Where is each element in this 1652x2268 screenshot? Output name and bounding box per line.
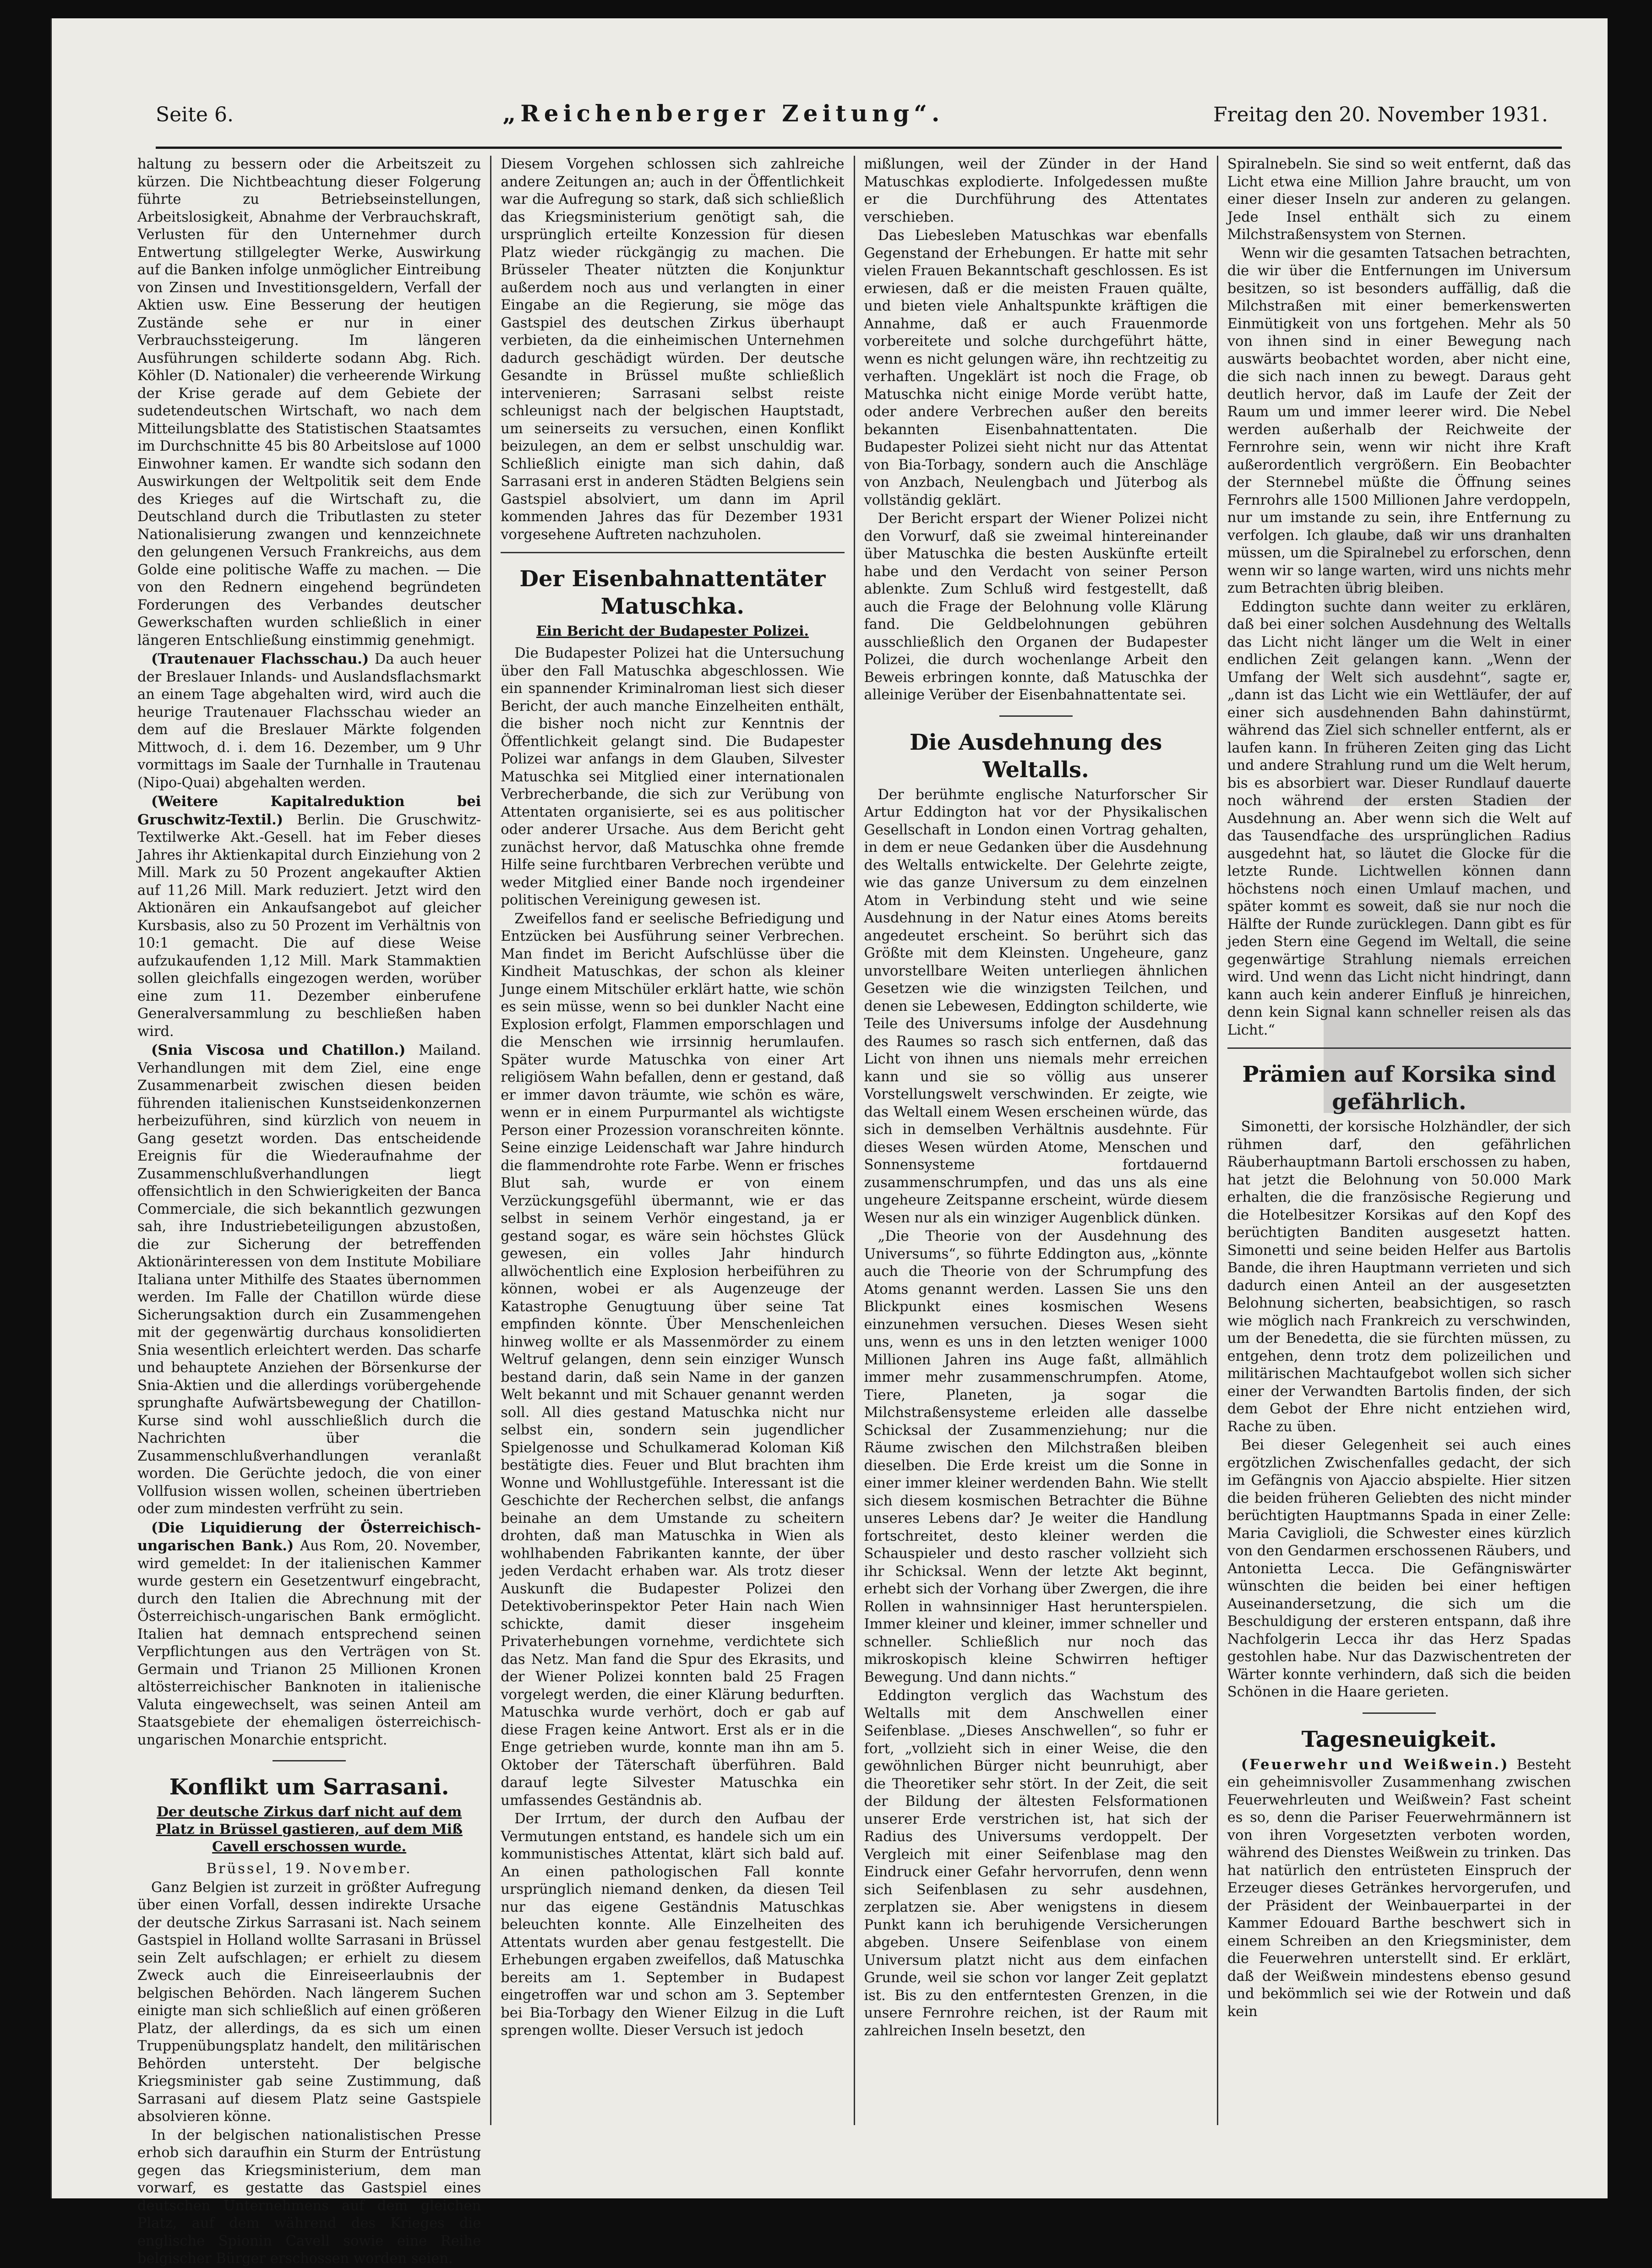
news-item-heading: (Snia Viscosa und Chatillon.) <box>151 1042 406 1058</box>
news-item-text: Da auch heuer der Breslauer Inlands- und Auslandsflachsmarkt an einem Tage abgehalten wird, wird auch die heurige Trautenauer Flachsschau wieder an dem auf die Breslauer Märkte folgenden Mittwoch, d. i. dem 16. Dezember, um 9 Uhr vormittags im Saale der Turnhalle in Trautenau (Nipo-Quai) abgehalten werden. <box>137 651 481 791</box>
article-text: Der berühmte englische Naturforscher Sir Artur Eddington hat vor der Physikalischen Gesellschaft in London einen Vortrag gehalten, in dem er neue Gedanken über die Ausdehnung des Weltalls entwickelte. Der Gelehrte zeigte, wie das ganze Universum zu dem einzelnen Atom in Verbindung steht und wie seine Ausdehnung in der Natur eines Atoms bereits angedeutet erscheint. So berührt sich das Größte mit dem Kleinsten. Ungeheure, ganz unvorstellbare Weiten unterliegen ähnlichen Gesetzen wie die winzigsten Teilchen, und denen sie Lebewesen, Eddington schilderte, wie Teile des Universums infolge der Ausdehnung des Raumes so rasch sich entfernen, daß das Licht von ihnen uns niemals mehr erreichen kann und sie so völlig aus unserer Vorstellungswelt verschwinden. Er zeigte, wie das Weltall einem Wesen erscheinen würde, das sich in demselben Verhältnis ausdehnte. Für dieses Wesen würden Atome, Menschen und Sonnensysteme fortdauernd zusammenschrumpfen, und das uns als eine ungeheure Zeitspanne erscheint, würde diesem Wesen nur als ein winziger Augenblick dünken. <box>864 786 1208 1226</box>
article-text: mißlungen, weil der Zünder in der Hand Matuschkas explodierte. Infolgedessen mußte er die Durchführung des Attentates verschieben. <box>864 156 1208 225</box>
news-item <box>137 793 481 1041</box>
pencil-mark <box>1324 531 1571 806</box>
article-text: Der Bericht erspart der Wiener Polizei nicht den Vorwurf, daß sie zweimal hintereinander über Matuschka die besten Auskünfte erteilt habe und den Verdacht von seiner Person ablenkte. Zum Schluß wird festgestellt, daß auch die Frage der Belohnung volle Klärung fand. Die Geldbelohnungen gebühren ausschließlich den Organen der Budapester Polizei, die durch wochenlange Arbeit den Beweis erbringen konnte, daß Matuschka der alleinige Verüber der Eisenbahnattentate sei. <box>864 511 1208 703</box>
news-item <box>137 650 481 792</box>
article-text: Der Irrtum, der durch den Aufbau der Vermutungen entstand, es handele sich um ein kommunistisches Attentat, klärt sich bald auf. An einen pathologischen Fall konnte ursprünglich niemand denken, da diesen Teil nur das eigene Geständnis Matuschkas beleuchten konnte. Alle Einzelheiten des Attentats wurden aber genau festgestellt. Die Erhebungen ergaben zweifellos, daß Matuschka bereits am 1. September in Budapest eingetroffen war und schon am 3. September bei Bia-Torbagy den Wiener Eilzug in die Luft sprengen wollte. Dieser Versuch ist jedoch <box>501 1811 845 2039</box>
news-item-text: Berlin. Die Gruschwitz-Textilwerke Akt.-Gesell. hat im Feber dieses Jahres ihr Aktienkapital durch Einziehung von 2 Mill. Mark zu 50 Prozent angekaufter Aktien auf 11,26 Mill. Mark reduziert. Jetzt wird den Aktionären ein Ankaufsangebot auf gleicher Kursbasis, also zu 50 Prozent im Verhältnis von 10:1 gemacht. Die auf diese Weise aufzukaufenden 1,12 Mill. Mark Stammaktien sollen gleichfalls eingezogen werden, worüber eine zum 11. Dezember einberufene Generalversammlung zu beschließen haben wird. <box>137 812 481 1040</box>
news-item-text: Mailand. Verhandlungen mit dem Ziel, eine enge Zusammenarbeit zwischen diesen beiden führenden italienischen Kunstseidenkonzernen herbeizuführen, sind kürzlich von neuem in Gang gesetzt worden. Das entscheidende Ereignis für die Wiederaufnahme der Zusammenschlußverhandlungen liegt offensichtlich in den Schwierigkeiten der Banca Commerciale, die sich bekanntlich gezwungen sah, ihre Industriebeteiligungen abzustoßen, die zur Sicherung der betreffenden Aktionärinteressen von dem Institute Mobiliare Italiana unter Mithilfe des Staates übernommen werden. Im Falle der Chatillon würde diese Sicherungsaktion durch ein Zusammengehen mit der gegenwärtig durchaus konsolidierten Snia wesentlich erleichtert werden. Das scharfe und behauptete Anziehen der Börsenkurse der Snia-Aktien und die allerdings vorübergehende sprunghafte Aufwärtsbewegung der Chatillon-Kurse sind wohl ausschließlich durch die Nachrichten über die Zusammenschlußverhandlungen veranlaßt worden. Die Gerüchte jedoch, die von einer Vollfusion wissen wollen, scheinen übertrieben oder zum mindesten verfrüht zu sein. <box>137 1042 481 1517</box>
article-text: In der belgischen nationalistischen Presse erhob sich daraufhin ein Sturm der Entrüstung gegen das Kriegsministerium, dem man vorwarf, es gestatte das Gastspiel eines deutschen Unternehmens auf dem gleichen Platz, auf dem während des Krieges die englische Spionin Cavell sowie eine Reihe belgischer Bürger erschossen worden seien. <box>137 2127 481 2267</box>
separator <box>999 715 1073 717</box>
article-headline: Konflikt um Sarrasani. <box>169 1774 449 1800</box>
news-item <box>137 1519 481 1750</box>
article-columns <box>128 156 1580 2267</box>
separator <box>1363 1712 1436 1714</box>
article-text: „Die Theorie von der Ausdehnung des Universums“, so führte Eddington aus, „könnte auch die Theorie von der Schrumpfung des Atoms genannt werden. Lassen Sie uns den Blickpunkt eines kosmischen Wesens einzunehmen versuchen. Dieses Wesen sieht uns, wenn es uns in den letzten weniger 1000 Millionen Jahren ins Auge faßt, allmählich immer mehr zusammenschrumpfen. Atome, Tiere, Planeten, ja sogar die Milchstraßensysteme erleiden alle dasselbe Schicksal der Zusammenziehung; nur die Räume zwischen den Milchstraßen bleiben dieselben. Die Erde kreist um die Sonne in einer immer kleiner werdenden Bahn. Wie stellt sich diesem kosmischen Betrachter die Bühne unseres Lebens dar? Je weiter die Handlung fortschreitet, desto kleiner werden die Schauspieler und desto rascher vollzieht sich ihr Schicksal. Wenn der letzte Akt beginnt, erhebt sich der Vorhang über Zwergen, die ihre Rollen in wahnsinniger Hast herunterspielen. Immer kleiner und kleiner, immer schneller und schneller. Schließlich nur noch das mikroskopisch kleine Schwirren heftiger Bewegung. Und dann nichts.“ <box>864 1228 1208 1685</box>
article-text: Eddington suchte dann weiter zu erklären, daß bei einer solchen Ausdehnung des Weltalls das Licht nicht länger um die Welt in einer endlichen Zeit gelangen kann. „Wenn der Umfang der Welt sich ausdehnt“, sagte er, „dann ist das Licht wie ein Wettläufer, der auf einer sich ausdehnenden Bahn dahinstürmt, während das Ziel sich schneller entfernt, als er laufen kann. In früheren Zeiten ging das Licht und andere Strahlung rund um die Welt herum, bis es absorbiert war. Dieser Rundlauf dauerte noch während der ersten Stadien der Ausdehnung an. Aber wenn sich die Welt auf das Tausendfache des ursprünglichen Radius ausgedehnt hat, so läutet die Glocke für die letzte Runde. Lichtwellen können dann höchstens noch einen Umlauf machen, und später kommt es soweit, daß sie nur noch die Hälfte der Runde zurücklegen. Dann gibt es für jeden Stern eine Gegend im Weltall, die seine gegenwärtige Strahlung niemals erreichen wird. Und wenn das Licht nicht hindringt, dann kann auch kein anderer Einfluß je hinreichen, denn kein Signal kann schneller reisen als das Licht.“ <box>1227 599 1571 1038</box>
article-subheadline: Ein Bericht der Budapester Polizei. <box>536 623 809 639</box>
column-4 <box>1217 156 1580 2125</box>
news-item-heading: (Feuerwehr und Weißwein.) <box>1241 1756 1510 1773</box>
news-item-heading: (Die Liquidierung der Österreichisch-ungarischen Bank.) <box>137 1519 481 1554</box>
newspaper-page <box>50 18 1608 2267</box>
news-item-text: Aus Rom, 20. November, wird gemeldet: In der italienischen Kammer wurde gestern ein Gesetzentwurf eingebracht, durch den Italien die Abrechnung mit der Österreichisch-ungarischen Bank ermöglicht. Italien hat demnach entsprechend seinen Verpflichtungen aus den Verträgen von St. Germain und Trianon 25 Millionen Kronen altösterreichischer Banknoten in italienische Valuta eingewechselt, was seinen Anteil am Staatsgebiete der ehemaligen österreichisch-ungarischen Monarchie entspricht. <box>137 1538 481 1748</box>
page-edge <box>50 18 52 2198</box>
article-text: Die Budapester Polizei hat die Untersuchung über den Fall Matuschka abgeschlossen. Wie ein spannender Kriminalroman liest sich dieser Bericht, der auch manche Einzelheiten enthält, die bisher noch nicht zur Kenntnis der Öffentlichkeit gelangt sind. Die Budapester Polizei war anfangs in dem Glauben, Silvester Matuschka sei Mitglied einer internationalen Verbrecherbande, die sich zur Verübung von Attentaten organisierte, sei es aus politischer oder anderer Ursache. Aus dem Bericht geht zunächst hervor, daß Matuschka ohne fremde Hilfe seine furchtbaren Verbrechen verübte und weder Mitglied einer Bande noch irgendeiner politischen Vereinigung gewesen ist. <box>501 645 845 908</box>
news-item-text: Besteht ein geheimnisvoller Zusammenhang zwischen Feuerwehrleuten und Weißwein? Fast scheint es so, denn die Pariser Feuerwehrmännern ist von ihren Vorgesetzten verboten worden, während des Dienstes Weißwein zu trinken. Das hat natürlich den entrüsteten Einspruch der Erzeuger dieses Getränkes hervorgerufen, und der Präsident der Weinbauerpartei in der Kammer Edouard Barthe beschwert sich in einem Schreiben an den Kriegsminister, dem die Feuerwehren unterstellt sind. Er erklärt, daß der Weißwein mindestens ebenso gesund und bekömmlich sei wie der Rotwein und daß kein <box>1227 1756 1571 2020</box>
dateline: Brüssel, 19. November. <box>206 1861 412 1877</box>
header-rule <box>156 147 1562 149</box>
article-text: Simonetti, der korsische Holzhändler, der sich rühmen darf, den gefährlichen Räuberhauptmann Bartoli erschossen zu haben, hat jetzt die Belohnung von 50.000 Mark erhalten, die die französische Regierung und die Hotelbesitzer Korsikas auf den Kopf des berüchtigten Banditen ausgesetzt hatten. Simonetti und seine beiden Helfer aus Bartolis Bande, die ihren Hauptmann verrieten und sich dadurch einen Anteil an der ausgesetzten Belohnung sicherten, beabsichtigen, so rasch wie möglich nach Frankreich zu verschwinden, um der Benedetta, die sie fürchten müssen, zu entgehen, denn trotz dem polizeilichen und militärischen Machtaufgebot wollen sich sicher einer der Verwandten Bartolis finden, der sich dem Gebot der Ehre nicht entziehen wird, Rache zu üben. <box>1227 1119 1571 1435</box>
pencil-mark <box>1324 838 1571 1113</box>
article-text: Ganz Belgien ist zurzeit in größter Aufregung über einen Vorfall, dessen indirekte Ursache der deutsche Zirkus Sarrasani ist. Nach seinem Gastspiel in Holland wollte Sarrasani in Brüssel sein Zelt aufschlagen; er erhielt zu diesem Zweck auch die Einreiseerlaubnis der belgischen Behörden. Nach längerem Suchen einigte man sich schließlich auf einen größeren Platz, der allerdings, da es sich um einen Truppenübungsplatz handelt, den militärischen Behörden untersteht. Der belgische Kriegsminister gab seine Zustimmung, daß Sarrasani auf diesem Platz seine Gastspiele absolvieren könne. <box>137 1879 481 2125</box>
article-text: Zweifellos fand er seelische Befriedigung und Entzücken bei Ausführung seiner Verbrechen. Man findet im Bericht Aufschlüsse über die Kindheit Matuschkas, der schon als kleiner Junge einem Mitschüler erklärt hatte, wie schön es sein müsse, wenn so bei dunkler Nacht eine Explosion erfolgt, Flammen emporschlagen und die Menschen wie irrsinnig herumlaufen. Später wurde Matuschka von einer Art religiösem Wahn befallen, denn er gestand, daß er immer davon träumte, wie schön es wäre, wenn er in einem Purpurmantel als wichtigste Person einer Prozession voranschreiten könnte. Seine einzige Leidenschaft war Jahre hindurch die flammendrohte rote Farbe. Wenn er frisches Blut sah, wurde er von einem Verzückungsgefühl übermannt, wie er das selbst in seinem Verhör eingestand, ja er gestand sogar, es wäre sein höchstes Glück gewesen, ein volles Jahr hindurch allwöchentlich eine Explosion herbeiführen zu können, wobei er als Augenzeuge der Katastrophe Genugtuung über seine Tat empfinden könnte. Über Menschenleichen hinweg wollte er als Massenmörder zu einem Weltruf gelangen, denn sein einziger Wunsch bestand darin, daß sein Name in der ganzen Welt bekannt und mit Schauer genannt werden soll. All dies gestand Matuschka nicht nur selbst ein, sondern sein jugendlicher Spielgenosse und Schulkamerad Koloman Kiß bestätigte dies. Feuer und Blut brachten ihm Wonne und Wohllustgefühle. Interessant ist die Geschichte der Recherchen selbst, die anfangs beinahe an dem Umstande zu scheitern drohten, daß man Matuschka in Wien als wohlhabenden Fabrikanten kannte, der über jeden Verdacht erhaben war. Als trotz dieser Auskunft die Budapester Polizei den Detektivoberinspektor Peter Hain nach Wien schickte, damit dieser insgeheim Privaterhebungen vornehme, verdichtete sich das Netz. Man fand die Spur des Ekrasits, und der Wiener Polizei konnten bald 25 Fragen vorgelegt werden, die einer Klärung bedurften. Matuschka wurde verhört, doch er gab auf diese Fragen keine Antwort. Erst als er in die Enge getrieben wurde, konnte man ihn am 5. Oktober der Täterschaft überführen. Bald darauf legte Silvester Matuschka ein umfassendes Geständnis ab. <box>501 910 845 1809</box>
article-text: Bei dieser Gelegenheit sei auch eines ergötzlichen Zwischenfalles gedacht, der sich im Gefängnis von Ajaccio abspielte. Hier sitzen die beiden früheren Geliebten des nicht minder berüchtigten Hauptmanns Spada in einer Zelle: Maria Caviglioli, die Schwester eines kürzlich von den Gendarmen erschossenen Räubers, und Antonietta Lecca. Die Gefängniswärter wünschten die beiden bei einer heftigen Auseinandersetzung, die sich um die Beschuldigung der ersteren entspann, daß ihre Nachfolgerin Lecca ihr das Herz Spadas gestohlen habe. Nur das Dazwischentreten der Wärter konnte verhindern, daß sich die beiden Schönen in die Haare gerieten. <box>1227 1437 1571 1700</box>
news-item <box>137 1041 481 1518</box>
article-text: Diesem Vorgehen schlossen sich zahlreiche andere Zeitungen an; auch in der Öffentlichkeit war die Aufregung so stark, daß sich schließlich das Kriegsministerium genötigt sah, die ursprünglich erteilte Konzession für diesen Platz wieder rückgängig zu machen. Die Brüsseler Theater nützten die Konjunktur außerdem noch aus und verlangten in einer Eingabe an die Regierung, sie möge das Gastspiel des deutschen Zirkus überhaupt verbieten, da die einheimischen Unternehmen dadurch geschädigt würden. Der deutsche Gesandte in Brüssel mußte schließlich intervenieren; Sarrasani selbst reiste schleunigst nach der belgischen Hauptstadt, um seinerseits zu versuchen, einen Konflikt beizulegen, an dem er selbst unschuldig war. Schließlich einigte man sich dahin, daß Sarrasani erst in anderen Städten Belgiens sein Gastspiel absolviert, um dann im April kommenden Jahres das für Dezember 1931 vorgesehene Auftreten nachzuholen. <box>501 156 845 543</box>
news-item-heading: (Trautenauer Flachsschau.) <box>151 651 369 667</box>
article-text: Eddington verglich das Wachstum des Weltalls mit dem Anschwellen einer Seifenblase. „Dieses Anschwellen“, so fuhr er fort, „vollzieht sich in einer Weise, die den gewöhnlichen Bürger nicht beunruhigt, aber die Theoretiker sehr stört. In der Zeit, die seit der Bildung der ältesten Felsformationen unserer Erde verstrichen ist, hat sich der Radius des Universums verdoppelt. Der Vergleich mit einer Seifenblase mag den Eindruck einer Gefahr hervorrufen, denn wenn sich Seifenblasen zu sehr ausdehnen, zerplatzen sie. Aber wenigstens in diesem Punkt kann ich beruhigende Versicherungen abgeben. Unsere Seifenblase von einem Universum platzt nicht aus dem einfachen Grunde, weil sie schon vor langer Zeit geplatzt ist. Bis zu den entferntesten Grenzen, in die unsere Fernrohre reichen, ist der Raum mit zahlreichen Inseln besetzt, den <box>864 1688 1208 2039</box>
article-subheadline: Der deutsche Zirkus darf nicht auf dem Platz in Brüssel gastieren, auf dem Miß Cavell erschossen wurde. <box>156 1804 463 1855</box>
news-item <box>1227 1756 1571 2021</box>
issue-date: Freitag den 20. November 1931. <box>1213 103 1548 126</box>
article-headline: Der Eisenbahnattentäter Matuschka. <box>519 566 826 619</box>
separator <box>501 552 844 553</box>
article-headline: Die Ausdehnung des Weltalls. <box>909 729 1162 783</box>
article-text: Wenn wir die gesamten Tatsachen betrachten, die wir über die Entfernungen im Universum besitzen, so ist besonders auffällig, daß die Milchstraßen mit einer bemerkenswerten Einmütigkeit von uns fortgehen. Mehr als 50 von ihnen sind in einer Bewegung nach auswärts beobachtet worden, aber nicht eine, die sich nach innen zu bewegt. Daraus geht deutlich hervor, daß im Laufe der Zeit der Raum um und immer leerer wird. Die Nebel werden außerhalb der Reichweite der Fernrohre sein, wenn wir nicht ihre Kraft außerordentlich vergrößern. Ein Beobachter der Sternnebel müßte die Öffnung seines Fernrohrs alle 1500 Millionen Jahre verdoppeln, nur um imstande zu sein, ihre Entfernung zu verfolgen. Ich glaube, daß wir uns dranhalten müssen, um die Spiralnebel zu erforschen, denn wenn wir so lange warten, wird uns nichts mehr zum Betrachten übrig bleiben. <box>1227 245 1571 596</box>
page-number: Seite 6. <box>156 103 234 126</box>
news-item-heading: (Weitere Kapitalreduktion bei Gruschwitz-Textil.) <box>137 793 481 828</box>
column-1 <box>128 156 490 2267</box>
article-text: haltung zu bessern oder die Arbeitszeit zu kürzen. Die Nichtbeachtung dieser Folgerung führte zu Betriebseinstellungen, Arbeitslosigkeit, Abnahme der Verbrauchskraft, Verlusten für den Unternehmer durch Entwertung stillgelegter Werke, Auswirkung auf die Banken infolge unmöglicher Eintreibung von Zinsen und Investitionsgeldern, Verfall der Aktien usw. Eine Besserung der heutigen Zustände sehe er nur in einer Verbrauchssteigerung. Im längeren Ausführungen schilderte sodann Abg. Rich. Köhler (D. Nationaler) die verheerende Wirkung der Krise gerade auf dem Gebiete der sudetendeutschen Wirtschaft, wo nach dem Mitteilungsblatte des Statistischen Staatsamtes im Durchschnitte 45 bis 80 Arbeitslose auf 1000 Einwohner kamen. Er wandte sich sodann den Auswirkungen der Weltpolitik seit dem Ende des Krieges auf die Wirtschaft zu, die Deutschland durch die Tributlasten zu steter Nationalisierung zwangen und kennzeichnete den gelungenen Versuch Frankreichs, aus dem Golde eine politische Waffe zu machen. — Die von den Rednern eingehend begründeten Forderungen des Verbandes deutscher Gewerkschaften wurden schließlich in einer längeren Entschließung einstimmig genehmigt. <box>137 156 481 649</box>
separator <box>273 1760 346 1761</box>
article-headline: Prämien auf Korsika sind gefährlich. <box>1242 1062 1556 1115</box>
article-text: Spiralnebeln. Sie sind so weit entfernt, daß das Licht etwa eine Million Jahre braucht, um von einer dieser Inseln zur anderen zu gelangen. Jede Insel enthält sich zu einem Milchstraßensystem von Sternen. <box>1227 156 1571 243</box>
article-headline: Tagesneuigkeit. <box>1301 1726 1497 1752</box>
newspaper-title: „Reichenberger Zeitung“. <box>502 100 944 127</box>
article-text: Das Liebesleben Matuschkas war ebenfalls Gegenstand der Erhebungen. Er hatte mit sehr vielen Frauen Bekanntschaft geschlossen. Es ist erwiesen, daß er die meisten Frauen quälte, und bieten viele Anhaltspunkte kräftigen die Annahme, daß er auch Frauenmorde vorbereitete und solche durchgeführt hätte, wenn es nicht gelungen wäre, ihn rechtzeitig zu verhaften. Ungeklärt ist noch die Frage, ob Matuschka nicht einige Morde verübt hatte, oder andere Verbrechen außer den bereits bekannten Eisenbahnattentaten. Die Budapester Polizei sieht nicht nur das Attentat von Bia-Torbagy, sondern auch die Anschläge von Anzbach, Neulengbach und Jüterbog als vollständig geklärt. <box>864 228 1208 508</box>
column-3 <box>854 156 1217 2125</box>
column-2 <box>490 156 853 2125</box>
page-header <box>156 100 1548 141</box>
